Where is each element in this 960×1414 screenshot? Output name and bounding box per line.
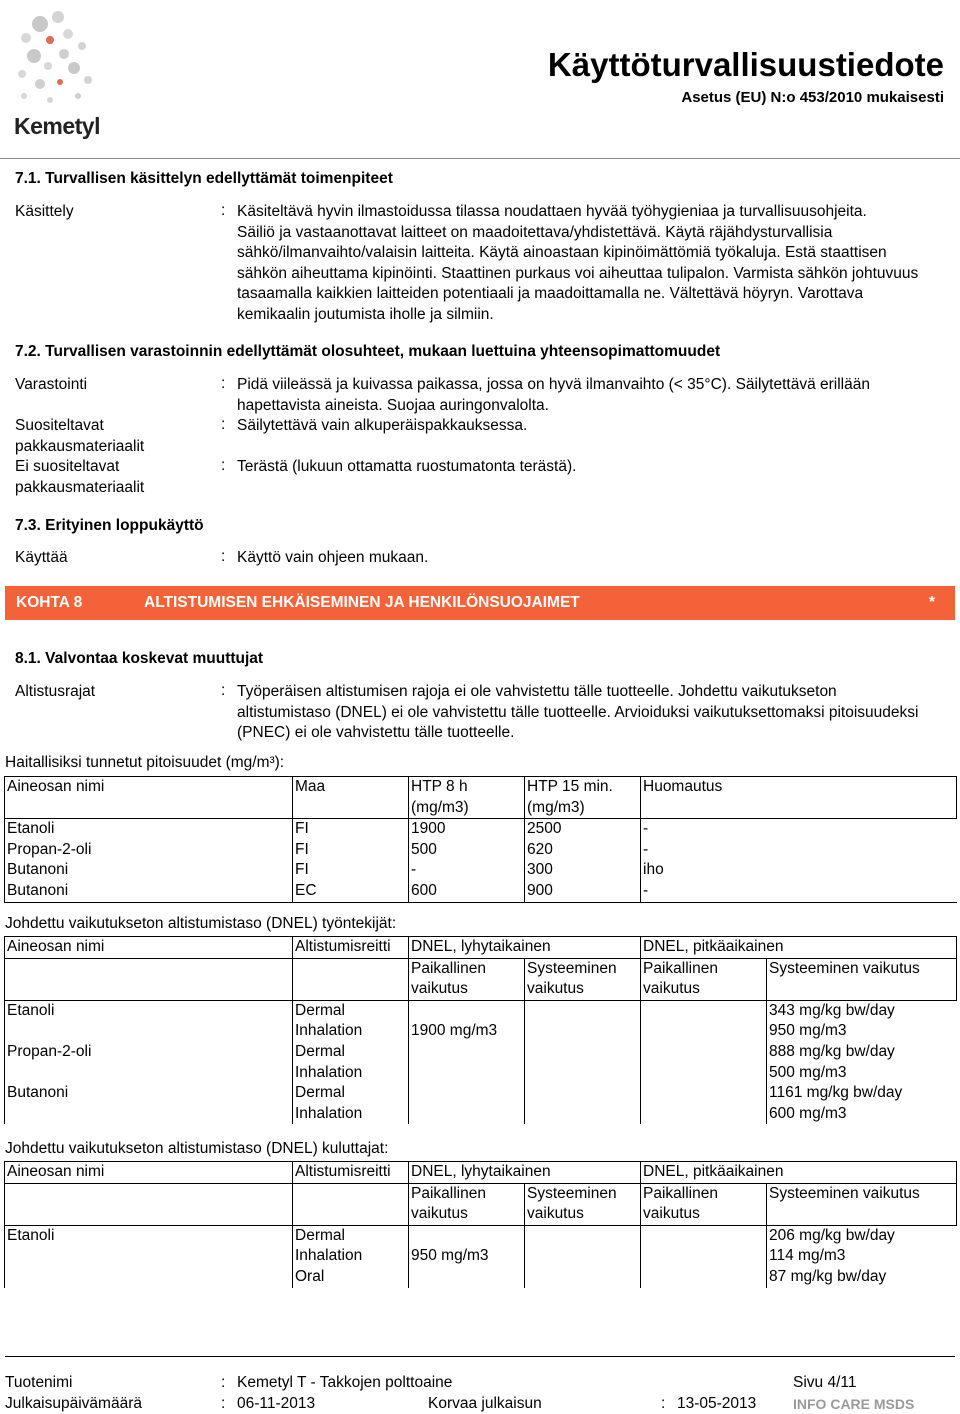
table-row: Inhalation 950 mg/m3 114 mg/m3	[5, 1246, 957, 1267]
colon: :	[661, 1395, 666, 1412]
table-row: Inhalation 1900 mg/m3 950 mg/m3	[5, 1021, 957, 1042]
table-header-row: Paikallinen Systeeminen Paikallinen Systeeminen vaikutus	[5, 958, 957, 979]
footer-revision-label: Korvaa julkaisun	[428, 1395, 542, 1412]
colon: :	[221, 457, 226, 474]
table-header-row: Aineosan nimi Altistumisreitti DNEL, lyhytaikainen DNEL, pitkäaikainen	[5, 937, 957, 959]
colon: :	[221, 416, 226, 433]
table-row: Inhalation 600 mg/m3	[5, 1104, 957, 1125]
table-row: Oral 87 mg/kg bw/day	[5, 1267, 957, 1288]
limits-caption: Haitallisiksi tunnetut pitoisuudet (mg/m³):	[5, 754, 285, 771]
table-row: Propan-2-oli Dermal 888 mg/kg bw/day	[5, 1042, 957, 1063]
table-row: Etanoli Dermal 343 mg/kg bw/day	[5, 1000, 957, 1021]
document-title: Käyttöturvallisuustiedote	[547, 46, 944, 83]
exposure-limits-label: Altistusrajat	[15, 683, 96, 700]
dnel-workers-caption: Johdettu vaikutukseton altistumistaso (DNEL) työntekijät:	[5, 915, 397, 932]
storage-value: Pidä viileässä ja kuivassa paikassa, jossa on hyvä ilmanvaihto (< 35°C). Säilytettävä erillään hapettavista aineista. Suojaa auringonvalolta.	[237, 376, 870, 414]
section-7-3-heading: 7.3. Erityinen loppukäyttö	[15, 517, 204, 534]
recommended-packaging-value: Säilytettävä vain alkuperäispakkauksessa.	[237, 417, 528, 434]
table-header-row: Aineosan nimi Altistumisreitti DNEL, lyhytaikainen DNEL, pitkäaikainen	[5, 1162, 957, 1184]
table-row: Etanoli FI 1900 2500 -	[5, 819, 957, 840]
footer-page-number: Sivu 4/11	[793, 1374, 857, 1391]
table-row: Butanoni Dermal 1161 mg/kg bw/day	[5, 1083, 957, 1104]
use-value: Käyttö vain ohjeen mukaan.	[237, 549, 429, 566]
table-header-row: (mg/m3) (mg/m3)	[5, 798, 957, 819]
colon: :	[221, 1374, 226, 1391]
footer-product-value: Kemetyl T - Takkojen polttoaine	[237, 1374, 453, 1391]
table-header-row: vaikutus vaikutus vaikutus	[5, 979, 957, 1000]
dnel-consumers-table	[4, 1161, 957, 1288]
section-7-1-heading: 7.1. Turvallisen käsittelyn edellyttämät toimenpiteet	[15, 170, 393, 187]
storage-label: Varastointi	[15, 376, 88, 393]
kemetyl-logo-dots	[10, 8, 100, 120]
dnel-workers-table	[4, 936, 957, 1124]
section-8-1-heading: 8.1. Valvontaa koskevat muuttujat	[15, 650, 264, 667]
not-recommended-packaging-value: Terästä (lukuun ottamatta ruostumatonta terästä).	[237, 458, 577, 475]
colon: :	[221, 375, 226, 392]
dnel-consumers-caption: Johdettu vaikutukseton altistumistaso (DNEL) kuluttajat:	[5, 1140, 389, 1157]
kemetyl-logo: Kemetyl	[14, 113, 100, 139]
colon: :	[221, 1395, 226, 1412]
footer-revision-value: 13-05-2013	[677, 1395, 757, 1412]
footer-product-label: Tuotenimi	[5, 1374, 73, 1391]
section-8-banner	[5, 586, 955, 620]
limits-table	[4, 776, 957, 903]
footer-divider	[5, 1356, 955, 1357]
document-subtitle: Asetus (EU) N:o 453/2010 mukaisesti	[681, 89, 944, 106]
handling-value: Käsiteltävä hyvin ilmastoidussa tilassa noudattaen hyvää työhygieniaa ja turvallisuusohjeita. Säiliö ja vastaanottavat laitteet on maadoitettava/yhdistettävä. Käytä räjähdysturvallisia sähkö/ilmanvaihto/valaisin laitteita. Käytä ainoastaan kipinöimättömiä työkaluja. Estä staattisen sähkön aiheuttama kipinöinti. Staattinen purkaus voi aiheuttaa tulipalon. Varmista sähkön johtuvuus tasaamalla kaikkien laitteiden potentiaali ja maadoittamalla ne. Vältettävä höyryn. Varottava kemikaalin joutumista iholle ja silmiin.	[237, 203, 919, 323]
table-row: Etanoli Dermal 206 mg/kg bw/day	[5, 1225, 957, 1246]
handling-label: Käsittely	[15, 203, 74, 220]
table-row: Butanoni EC 600 900 -	[5, 881, 957, 902]
footer-date-value: 06-11-2013	[237, 1395, 316, 1412]
colon: :	[221, 548, 226, 565]
recommended-packaging-label: Suositeltavat pakkausmateriaalit	[15, 417, 145, 455]
table-header-row: vaikutus vaikutus vaikutus	[5, 1204, 957, 1225]
table-row: Inhalation 500 mg/m3	[5, 1063, 957, 1084]
not-recommended-packaging-label: Ei suositeltavat pakkausmateriaalit	[15, 458, 145, 496]
footer-date-label: Julkaisupäivämäärä	[5, 1395, 142, 1412]
colon: :	[221, 202, 226, 219]
table-row: Propan-2-oli FI 500 620 -	[5, 840, 957, 861]
exposure-limits-value: Työperäisen altistumisen rajoja ei ole vahvistettu tälle tuotteelle. Johdettu vaikutukseton altistumistaso (DNEL) ei ole vahvistettu tälle tuotteelle. Arvioiduksi vaikutuksettomaksi pitoisuudeksi (PNEC) ei ole vahvistettu tälle tuotteelle.	[237, 683, 919, 742]
banner-title: ALTISTUMISEN EHKÄISEMINEN JA HENKILÖNSUOJAIMET	[144, 594, 580, 611]
use-label: Käyttää	[15, 549, 68, 566]
footer-brand: INFO CARE MSDS	[793, 1396, 915, 1412]
table-header-row: Aineosan nimi Maa HTP 8 h HTP 15 min. Huomautus	[5, 777, 957, 798]
banner-section-number: KOHTA 8	[16, 594, 83, 611]
table-header-row: Paikallinen Systeeminen Paikallinen Systeeminen vaikutus	[5, 1183, 957, 1204]
colon: :	[221, 682, 226, 699]
section-7-2-heading: 7.2. Turvallisen varastoinnin edellyttämät olosuhteet, mukaan luettuina yhteensopimattomuudet	[15, 343, 721, 360]
header-divider	[0, 158, 960, 159]
banner-marker: *	[929, 594, 936, 611]
table-row: Butanoni FI - 300 iho	[5, 860, 957, 881]
